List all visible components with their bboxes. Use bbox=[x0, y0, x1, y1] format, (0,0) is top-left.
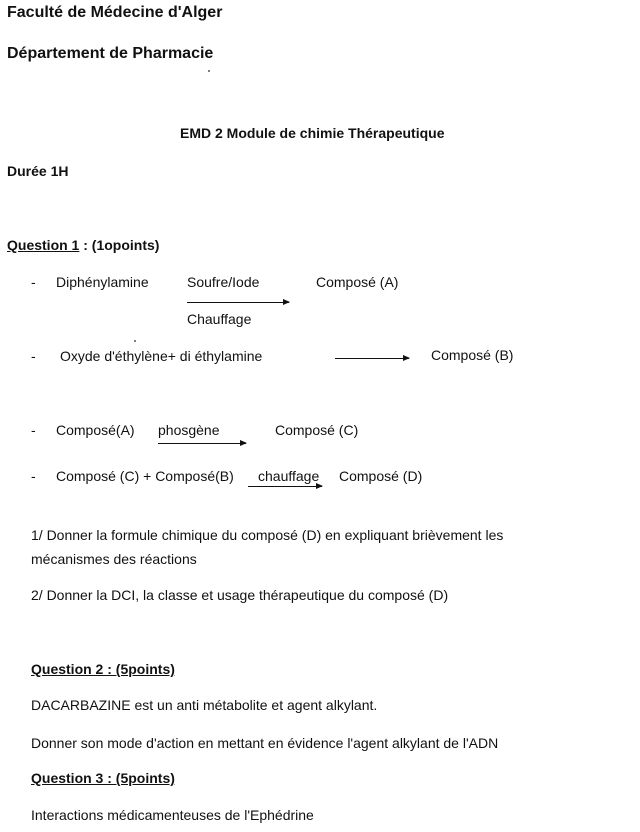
reaction-1-bullet: - bbox=[31, 274, 36, 290]
question-2-line1: DACARBAZINE est un anti métabolite et agent alkylant. bbox=[31, 697, 378, 713]
question-1-sub1-line2: mécanismes des réactions bbox=[31, 551, 197, 567]
question-3-line1: Interactions médicamenteuses de l'Ephédrine bbox=[31, 807, 314, 823]
question-2-line2: Donner son mode d'action en mettant en évidence l'agent alkylant de l'ADN bbox=[31, 735, 499, 751]
faculty-title: Faculté de Médecine d'Alger bbox=[7, 4, 223, 21]
reaction-3-reactant: Composé(A) bbox=[56, 422, 135, 438]
scan-speck bbox=[208, 70, 210, 72]
reaction-4-arrow bbox=[248, 486, 322, 487]
reaction-4-bullet: - bbox=[31, 468, 36, 484]
question-1-title: Question 1 bbox=[7, 237, 80, 253]
department-title: Département de Pharmacie bbox=[7, 45, 214, 62]
reaction-4-product: Composé (D) bbox=[339, 468, 423, 484]
reaction-3-reagent: phosgène bbox=[158, 422, 220, 438]
reaction-2-product: Composé (B) bbox=[431, 347, 514, 363]
exam-title: EMD 2 Module de chimie Thérapeutique bbox=[180, 125, 445, 141]
reaction-2-arrow bbox=[335, 358, 409, 359]
reaction-4-reactant: Composé (C) + Composé(B) bbox=[56, 468, 234, 484]
reaction-4-reagent: chauffage bbox=[258, 468, 320, 484]
question-3-title: Question 3 : (5points) bbox=[31, 770, 175, 786]
question-1-sub1-line1: 1/ Donner la formule chimique du composé (D) en expliquant brièvement les bbox=[31, 527, 504, 543]
question-1-points: : (1opoints) bbox=[79, 237, 160, 253]
reaction-1-product: Composé (A) bbox=[316, 274, 399, 290]
reaction-3-product: Composé (C) bbox=[275, 422, 359, 438]
reaction-3-bullet: - bbox=[31, 422, 36, 438]
question-2-title: Question 2 : (5points) bbox=[31, 661, 175, 677]
reaction-1-arrow bbox=[187, 302, 289, 303]
scan-speck bbox=[134, 340, 136, 342]
reaction-2-reactant: Oxyde d'éthylène+ di éthylamine bbox=[60, 348, 263, 364]
reaction-1-condition: Chauffage bbox=[187, 311, 252, 327]
question-1-heading bbox=[7, 237, 159, 253]
exam-duration: Durée 1H bbox=[7, 163, 69, 179]
reaction-1-reagent: Soufre/Iode bbox=[187, 274, 260, 290]
question-1-sub2: 2/ Donner la DCI, la classe et usage thérapeutique du composé (D) bbox=[31, 587, 449, 603]
reaction-3-arrow bbox=[158, 443, 246, 444]
reaction-1-reactant: Diphénylamine bbox=[56, 274, 149, 290]
reaction-2-bullet: - bbox=[31, 348, 36, 364]
